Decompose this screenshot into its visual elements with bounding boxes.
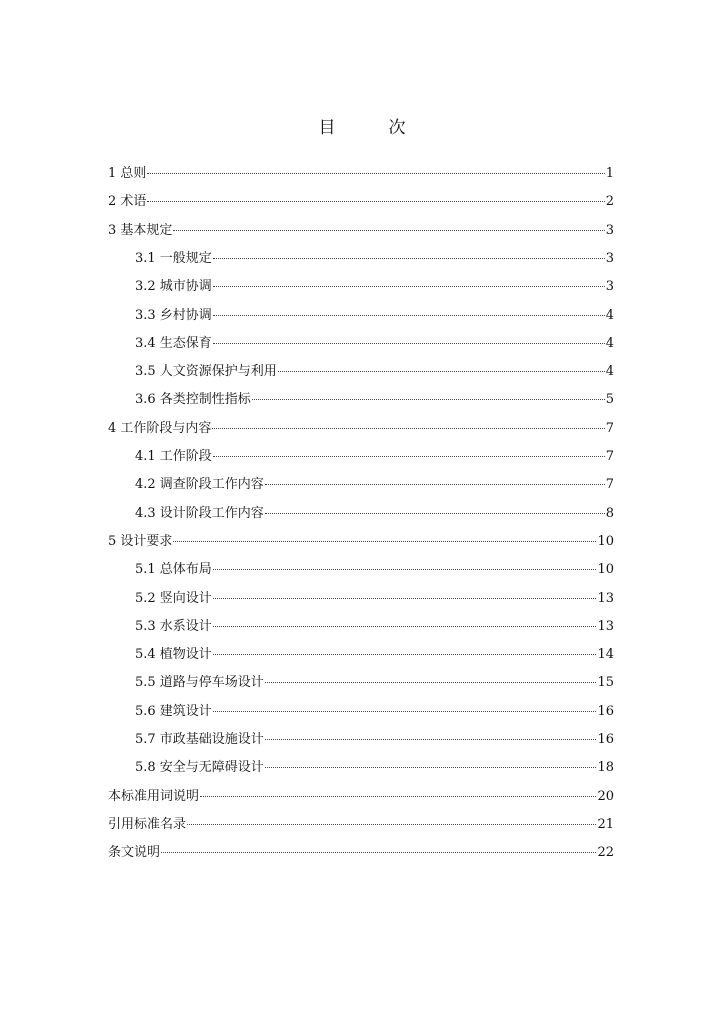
toc-dot-leader bbox=[213, 569, 597, 570]
toc-entry[interactable] bbox=[108, 841, 614, 865]
toc-entry-label: 5.8 安全与无障碍设计 bbox=[135, 760, 264, 776]
toc-entry[interactable] bbox=[135, 473, 614, 497]
toc-entry[interactable] bbox=[135, 700, 614, 724]
toc-entry-label: 3 基本规定 bbox=[108, 222, 173, 238]
toc-entry-label: 本标准用词说明 bbox=[108, 788, 200, 804]
toc-entry[interactable] bbox=[135, 502, 614, 526]
toc-entry[interactable] bbox=[135, 388, 614, 412]
toc-page-number: 20 bbox=[597, 788, 614, 804]
toc-page-number: 3 bbox=[605, 222, 614, 238]
toc-entry-label: 4.3 设计阶段工作内容 bbox=[135, 505, 264, 521]
toc-page-number: 22 bbox=[597, 845, 614, 861]
toc-entry[interactable] bbox=[108, 813, 614, 837]
toc-entry[interactable] bbox=[135, 558, 614, 582]
toc-dot-leader bbox=[213, 343, 605, 344]
toc-entry-label: 5 设计要求 bbox=[108, 533, 173, 549]
toc-entry-label: 3.6 各类控制性指标 bbox=[135, 392, 251, 408]
toc-page-number: 3 bbox=[605, 250, 614, 266]
toc-dot-leader bbox=[213, 315, 605, 316]
toc-entry-label: 5.5 道路与停车场设计 bbox=[135, 675, 264, 691]
toc-page-number: 10 bbox=[597, 562, 614, 578]
toc-page-number: 5 bbox=[605, 392, 614, 408]
toc-entry[interactable] bbox=[108, 417, 614, 441]
toc-dot-leader bbox=[213, 654, 597, 655]
toc-page-number: 16 bbox=[597, 732, 614, 747]
toc-entry-label: 1 总则 bbox=[108, 166, 147, 181]
toc-entry[interactable] bbox=[135, 671, 614, 695]
toc-dot-leader bbox=[161, 852, 596, 853]
toc-dot-leader bbox=[213, 711, 597, 712]
toc-dot-leader bbox=[173, 230, 604, 231]
toc-page-number: 7 bbox=[605, 477, 614, 493]
toc-page-number: 3 bbox=[605, 279, 614, 295]
toc-dot-leader bbox=[265, 484, 605, 485]
toc-entry-label: 4.2 调查阶段工作内容 bbox=[135, 477, 264, 493]
toc-page-number: 8 bbox=[605, 505, 614, 521]
toc-dot-leader bbox=[278, 371, 605, 372]
toc-entry[interactable] bbox=[135, 247, 614, 271]
page-title: 目 次 bbox=[318, 118, 424, 138]
toc-page-number: 7 bbox=[605, 449, 614, 464]
toc-entry[interactable] bbox=[135, 756, 614, 780]
toc-dot-leader bbox=[173, 541, 596, 542]
toc-entry-label: 3.5 人文资源保护与利用 bbox=[135, 364, 277, 380]
toc-dot-leader bbox=[187, 824, 596, 825]
toc-entry-label: 2 术语 bbox=[108, 194, 147, 210]
toc-dot-leader bbox=[265, 682, 597, 683]
toc-entry[interactable] bbox=[108, 219, 614, 243]
toc-dot-leader bbox=[265, 739, 597, 740]
toc-dot-leader bbox=[265, 513, 605, 514]
toc-entry-label: 3.4 生态保育 bbox=[135, 335, 212, 351]
toc-page-number: 2 bbox=[605, 194, 614, 210]
toc-dot-leader bbox=[213, 626, 597, 627]
toc-entry[interactable] bbox=[135, 643, 614, 667]
toc-page-number: 1 bbox=[605, 166, 614, 181]
toc-entry-label: 5.6 建筑设计 bbox=[135, 703, 212, 719]
toc-page-number: 15 bbox=[597, 675, 614, 691]
toc-page-number: 18 bbox=[597, 760, 614, 776]
toc-dot-leader bbox=[212, 428, 604, 429]
toc-entry-label: 5.7 市政基础设施设计 bbox=[135, 732, 264, 747]
toc-entry[interactable] bbox=[135, 275, 614, 299]
toc-entry[interactable] bbox=[135, 587, 614, 611]
toc-entry-label: 3.2 城市协调 bbox=[135, 279, 212, 295]
toc-page-number: 16 bbox=[597, 703, 614, 719]
toc-entry-label: 条文说明 bbox=[108, 845, 161, 861]
toc-dot-leader bbox=[213, 286, 605, 287]
toc-entry-label: 5.3 水系设计 bbox=[135, 618, 212, 634]
toc-dot-leader bbox=[213, 598, 597, 599]
toc-page-number: 10 bbox=[597, 533, 614, 549]
toc-entry[interactable] bbox=[108, 190, 614, 214]
toc-dot-leader bbox=[200, 796, 596, 797]
toc-entry-label: 3.1 一般规定 bbox=[135, 250, 212, 266]
toc-entry[interactable] bbox=[135, 728, 614, 752]
toc-page-number: 4 bbox=[605, 364, 614, 380]
toc-page-number: 7 bbox=[605, 420, 614, 436]
toc-dot-leader bbox=[213, 456, 605, 457]
toc-entry[interactable] bbox=[108, 785, 614, 809]
toc-entry-label: 5.4 植物设计 bbox=[135, 647, 212, 663]
toc-dot-leader bbox=[147, 201, 604, 202]
toc-dot-leader bbox=[213, 258, 605, 259]
toc-page-number: 13 bbox=[597, 590, 614, 606]
toc-entry-label: 4 工作阶段与内容 bbox=[108, 420, 212, 436]
toc-entry[interactable] bbox=[135, 360, 614, 384]
toc-entry-label: 5.1 总体布局 bbox=[135, 562, 212, 578]
toc-entry[interactable] bbox=[135, 445, 614, 469]
toc-page-number: 4 bbox=[605, 307, 614, 323]
toc-page-number: 14 bbox=[597, 647, 614, 663]
toc-entry-label: 3.3 乡村协调 bbox=[135, 307, 212, 323]
toc-entry-label: 5.2 竖向设计 bbox=[135, 590, 212, 606]
toc-entry[interactable] bbox=[135, 332, 614, 356]
toc-entry-label: 4.1 工作阶段 bbox=[135, 449, 212, 464]
toc-entry[interactable] bbox=[108, 530, 614, 554]
toc-page-number: 21 bbox=[597, 816, 614, 832]
toc-dot-leader bbox=[252, 399, 605, 400]
toc-dot-leader bbox=[265, 767, 597, 768]
toc-dot-leader bbox=[147, 173, 604, 174]
toc-page-number: 13 bbox=[597, 618, 614, 634]
toc-entry[interactable] bbox=[135, 615, 614, 639]
toc-entry[interactable] bbox=[108, 162, 614, 186]
toc-entry[interactable] bbox=[135, 304, 614, 328]
toc-entry-label: 引用标准名录 bbox=[108, 816, 187, 832]
toc-page-number: 4 bbox=[605, 335, 614, 351]
